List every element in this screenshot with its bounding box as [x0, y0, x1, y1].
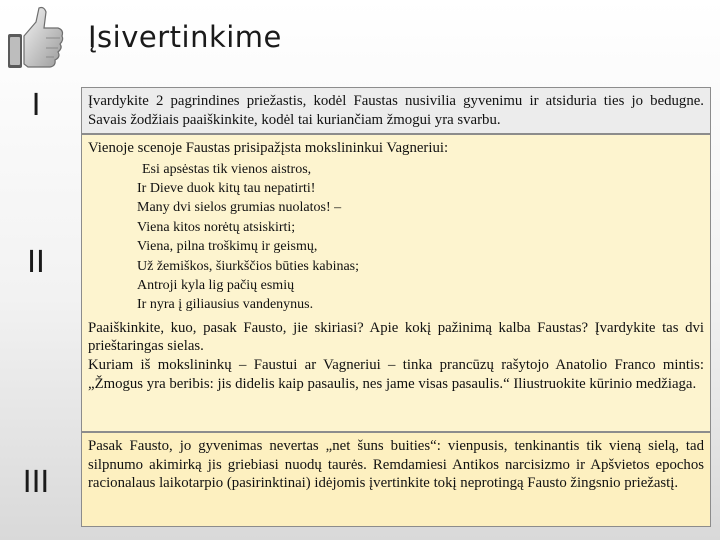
section-three-box	[81, 432, 711, 527]
section-one-marker: I	[31, 88, 41, 123]
poem-line: Už žemiškos, šiurkščios būties kabinas;	[137, 258, 360, 274]
poem-line: Ir nyra į giliausius vandenynus.	[137, 297, 314, 313]
section-one-box	[81, 87, 711, 134]
poem-line: Viena kitos norėtų atsiskirti;	[137, 219, 296, 235]
poem-line: Ir Dieve duok kitų tau nepatirti!	[137, 181, 316, 196]
poem-line: Antroji kyla lig pačių esmių	[137, 278, 295, 294]
section-two-intro: Vienoje scenoje Faustas prisipažįsta mokslininkui Vagneriui:	[88, 140, 449, 156]
section-two-question-two: Kuriam iš mokslininkų – Faustui ar Vagneriui – tinka prancūzų rašytojo Anatolio Franco mintis: „Žmogus yra beribis: jis didelis kaip pasaulis, nes jame visas pasaulis.“ Iliustruokite kūrinio medžiaga.	[88, 357, 704, 392]
section-three-text: Pasak Fausto, jo gyvenimas nevertas „net šuns buities“: vienpusis, tenkinantis tik vieną sielą, tad silpnumo akimirką jis griebiasi nuodų taurės. Remdamiesi Antikos narcisizmo ir Apšvietos epochos racionalaus laikotarpio (pasirinktinai) idėjomis įvertinkite tokį neprotingą Fausto žingsnio priežastį.	[88, 438, 704, 492]
section-one-text: Įvardykite 2 pagrindines priežastis, kodėl Faustas nusivilia gyvenimu ir atsiduria ties jo bedugne. Savais žodžiais paaiškinkite, kodėl tai kuriančiam žmogui yra svarbu.	[88, 93, 704, 128]
page-title: Įsivertinkime	[88, 20, 282, 54]
poem-line: Many dvi sielos grumias nuolatos! –	[137, 200, 342, 216]
section-two-question-one: Paaiškinkite, kuo, pasak Fausto, jie skiriasi? Apie kokį pažinimą kalba Faustas? Įvardykite tas dvi prieštaringas sielas.	[88, 319, 704, 355]
section-two-marker: II	[27, 245, 45, 280]
thumbs-up-icon	[6, 4, 66, 72]
poem	[137, 160, 704, 315]
section-three-marker: III	[22, 465, 50, 500]
section-two-box	[81, 134, 711, 432]
poem-line: Viena, pilna troškimų ir geismų,	[137, 239, 318, 255]
poem-line: Esi apsėstas tik vienos aistros,	[142, 161, 312, 177]
